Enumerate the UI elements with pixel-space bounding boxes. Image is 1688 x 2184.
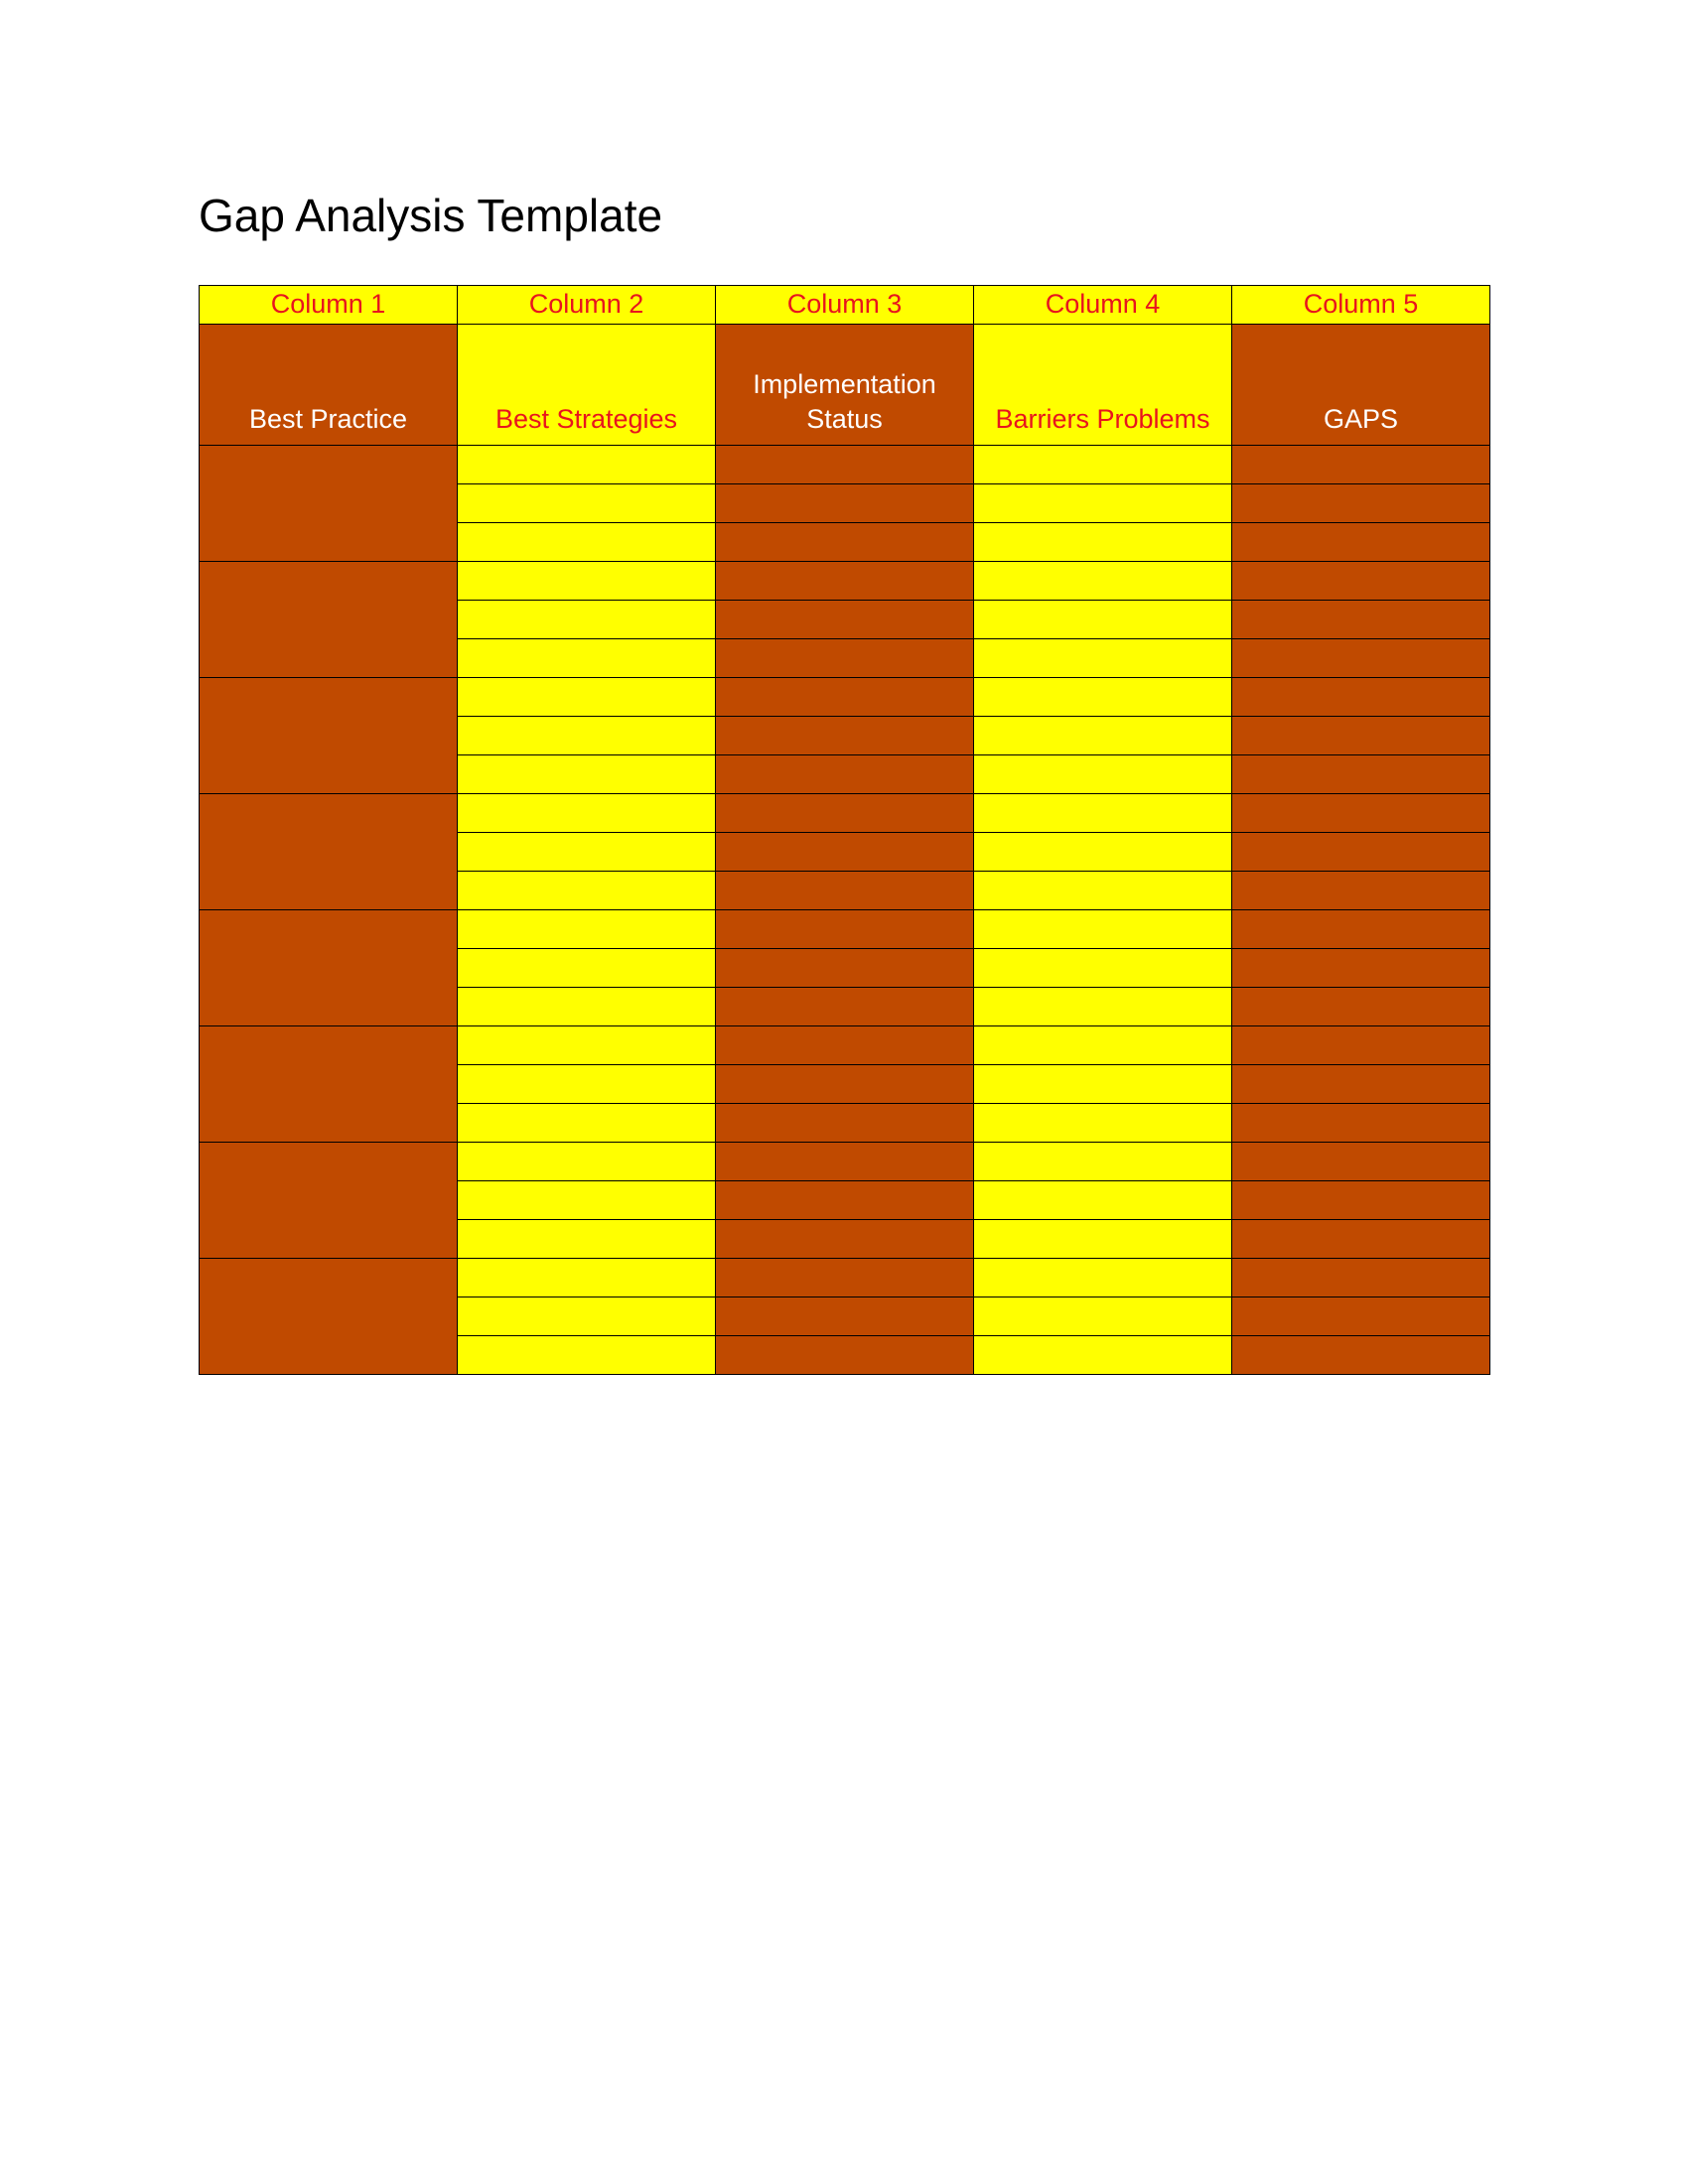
gaps-cell[interactable] bbox=[1232, 1181, 1490, 1220]
best-practice-cell[interactable] bbox=[200, 1143, 458, 1259]
best-strategies-cell[interactable] bbox=[458, 1104, 716, 1143]
implementation-status-cell[interactable] bbox=[716, 1143, 974, 1181]
table-row bbox=[200, 678, 1490, 717]
implementation-status-cell[interactable] bbox=[716, 988, 974, 1026]
implementation-status-cell[interactable] bbox=[716, 910, 974, 949]
barriers-problems-cell[interactable] bbox=[974, 1026, 1232, 1065]
gaps-cell[interactable] bbox=[1232, 446, 1490, 484]
implementation-status-cell[interactable] bbox=[716, 446, 974, 484]
best-strategies-cell[interactable] bbox=[458, 1065, 716, 1104]
best-strategies-cell[interactable] bbox=[458, 601, 716, 639]
table-row bbox=[200, 562, 1490, 601]
best-practice-cell[interactable] bbox=[200, 562, 458, 678]
best-strategies-cell[interactable] bbox=[458, 446, 716, 484]
implementation-status-cell[interactable] bbox=[716, 562, 974, 601]
gaps-cell[interactable] bbox=[1232, 1259, 1490, 1297]
best-strategies-cell[interactable] bbox=[458, 1026, 716, 1065]
best-strategies-cell[interactable] bbox=[458, 1297, 716, 1336]
implementation-status-cell[interactable] bbox=[716, 949, 974, 988]
best-strategies-cell[interactable] bbox=[458, 949, 716, 988]
header-best-practice: Best Practice bbox=[200, 325, 458, 446]
barriers-problems-cell[interactable] bbox=[974, 1143, 1232, 1181]
document-title: Gap Analysis Template bbox=[199, 190, 663, 241]
best-practice-cell[interactable] bbox=[200, 910, 458, 1026]
column-4-label: Column 4 bbox=[974, 286, 1232, 325]
barriers-problems-cell[interactable] bbox=[974, 872, 1232, 910]
implementation-status-cell[interactable] bbox=[716, 755, 974, 794]
best-strategies-cell[interactable] bbox=[458, 910, 716, 949]
barriers-problems-cell[interactable] bbox=[974, 717, 1232, 755]
implementation-status-cell[interactable] bbox=[716, 1065, 974, 1104]
table-row bbox=[200, 794, 1490, 833]
column-number-row bbox=[200, 286, 1490, 325]
barriers-problems-cell[interactable] bbox=[974, 484, 1232, 523]
gaps-cell[interactable] bbox=[1232, 1026, 1490, 1065]
barriers-problems-cell[interactable] bbox=[974, 562, 1232, 601]
implementation-status-cell[interactable] bbox=[716, 523, 974, 562]
implementation-status-cell[interactable] bbox=[716, 1297, 974, 1336]
gaps-cell[interactable] bbox=[1232, 988, 1490, 1026]
gaps-cell[interactable] bbox=[1232, 1336, 1490, 1375]
implementation-status-cell[interactable] bbox=[716, 1259, 974, 1297]
barriers-problems-cell[interactable] bbox=[974, 755, 1232, 794]
barriers-problems-cell[interactable] bbox=[974, 949, 1232, 988]
gaps-cell[interactable] bbox=[1232, 484, 1490, 523]
header-row bbox=[200, 325, 1490, 446]
gaps-cell[interactable] bbox=[1232, 717, 1490, 755]
implementation-status-cell[interactable] bbox=[716, 1181, 974, 1220]
gaps-cell[interactable] bbox=[1232, 910, 1490, 949]
best-strategies-cell[interactable] bbox=[458, 1259, 716, 1297]
best-practice-cell[interactable] bbox=[200, 678, 458, 794]
gaps-cell[interactable] bbox=[1232, 833, 1490, 872]
gaps-cell[interactable] bbox=[1232, 639, 1490, 678]
header-implementation-status: Implementation Status bbox=[716, 325, 974, 446]
implementation-status-cell[interactable] bbox=[716, 872, 974, 910]
best-practice-cell[interactable] bbox=[200, 1026, 458, 1143]
best-strategies-cell[interactable] bbox=[458, 794, 716, 833]
implementation-status-cell[interactable] bbox=[716, 1104, 974, 1143]
barriers-problems-cell[interactable] bbox=[974, 523, 1232, 562]
gaps-cell[interactable] bbox=[1232, 601, 1490, 639]
table-row bbox=[200, 446, 1490, 484]
table-row bbox=[200, 1259, 1490, 1297]
best-strategies-cell[interactable] bbox=[458, 755, 716, 794]
table-row bbox=[200, 1143, 1490, 1181]
best-strategies-cell[interactable] bbox=[458, 872, 716, 910]
gaps-cell[interactable] bbox=[1232, 755, 1490, 794]
gaps-cell[interactable] bbox=[1232, 562, 1490, 601]
barriers-problems-cell[interactable] bbox=[974, 446, 1232, 484]
gaps-cell[interactable] bbox=[1232, 523, 1490, 562]
table-row bbox=[200, 1026, 1490, 1065]
best-strategies-cell[interactable] bbox=[458, 717, 716, 755]
column-1-label: Column 1 bbox=[200, 286, 458, 325]
barriers-problems-cell[interactable] bbox=[974, 794, 1232, 833]
best-practice-cell[interactable] bbox=[200, 1259, 458, 1375]
best-strategies-cell[interactable] bbox=[458, 639, 716, 678]
implementation-status-cell[interactable] bbox=[716, 833, 974, 872]
best-strategies-cell[interactable] bbox=[458, 1336, 716, 1375]
best-strategies-cell[interactable] bbox=[458, 833, 716, 872]
best-strategies-cell[interactable] bbox=[458, 1181, 716, 1220]
barriers-problems-cell[interactable] bbox=[974, 1336, 1232, 1375]
barriers-problems-cell[interactable] bbox=[974, 1297, 1232, 1336]
header-best-strategies: Best Strategies bbox=[458, 325, 716, 446]
best-strategies-cell[interactable] bbox=[458, 1143, 716, 1181]
header-gaps: GAPS bbox=[1232, 325, 1490, 446]
table-row bbox=[200, 910, 1490, 949]
implementation-status-cell[interactable] bbox=[716, 1220, 974, 1259]
implementation-status-cell[interactable] bbox=[716, 484, 974, 523]
barriers-problems-cell[interactable] bbox=[974, 1259, 1232, 1297]
implementation-status-cell[interactable] bbox=[716, 794, 974, 833]
barriers-problems-cell[interactable] bbox=[974, 678, 1232, 717]
barriers-problems-cell[interactable] bbox=[974, 988, 1232, 1026]
column-2-label: Column 2 bbox=[458, 286, 716, 325]
column-5-label: Column 5 bbox=[1232, 286, 1490, 325]
barriers-problems-cell[interactable] bbox=[974, 1104, 1232, 1143]
implementation-status-cell[interactable] bbox=[716, 678, 974, 717]
barriers-problems-cell[interactable] bbox=[974, 639, 1232, 678]
barriers-problems-cell[interactable] bbox=[974, 1181, 1232, 1220]
gaps-cell[interactable] bbox=[1232, 949, 1490, 988]
barriers-problems-cell[interactable] bbox=[974, 1065, 1232, 1104]
gaps-cell[interactable] bbox=[1232, 1297, 1490, 1336]
implementation-status-cell[interactable] bbox=[716, 601, 974, 639]
implementation-status-cell[interactable] bbox=[716, 717, 974, 755]
barriers-problems-cell[interactable] bbox=[974, 833, 1232, 872]
gaps-cell[interactable] bbox=[1232, 872, 1490, 910]
gaps-cell[interactable] bbox=[1232, 678, 1490, 717]
header-barriers-problems: Barriers Problems bbox=[974, 325, 1232, 446]
implementation-status-cell[interactable] bbox=[716, 1336, 974, 1375]
gaps-cell[interactable] bbox=[1232, 794, 1490, 833]
best-strategies-cell[interactable] bbox=[458, 1220, 716, 1259]
column-3-label: Column 3 bbox=[716, 286, 974, 325]
barriers-problems-cell[interactable] bbox=[974, 601, 1232, 639]
gaps-cell[interactable] bbox=[1232, 1220, 1490, 1259]
best-practice-cell[interactable] bbox=[200, 446, 458, 562]
best-strategies-cell[interactable] bbox=[458, 562, 716, 601]
best-strategies-cell[interactable] bbox=[458, 484, 716, 523]
best-practice-cell[interactable] bbox=[200, 794, 458, 910]
best-strategies-cell[interactable] bbox=[458, 988, 716, 1026]
gaps-cell[interactable] bbox=[1232, 1065, 1490, 1104]
gaps-cell[interactable] bbox=[1232, 1104, 1490, 1143]
implementation-status-cell[interactable] bbox=[716, 1026, 974, 1065]
barriers-problems-cell[interactable] bbox=[974, 910, 1232, 949]
barriers-problems-cell[interactable] bbox=[974, 1220, 1232, 1259]
implementation-status-cell[interactable] bbox=[716, 639, 974, 678]
best-strategies-cell[interactable] bbox=[458, 523, 716, 562]
gap-analysis-table bbox=[199, 285, 1490, 1375]
best-strategies-cell[interactable] bbox=[458, 678, 716, 717]
gaps-cell[interactable] bbox=[1232, 1143, 1490, 1181]
